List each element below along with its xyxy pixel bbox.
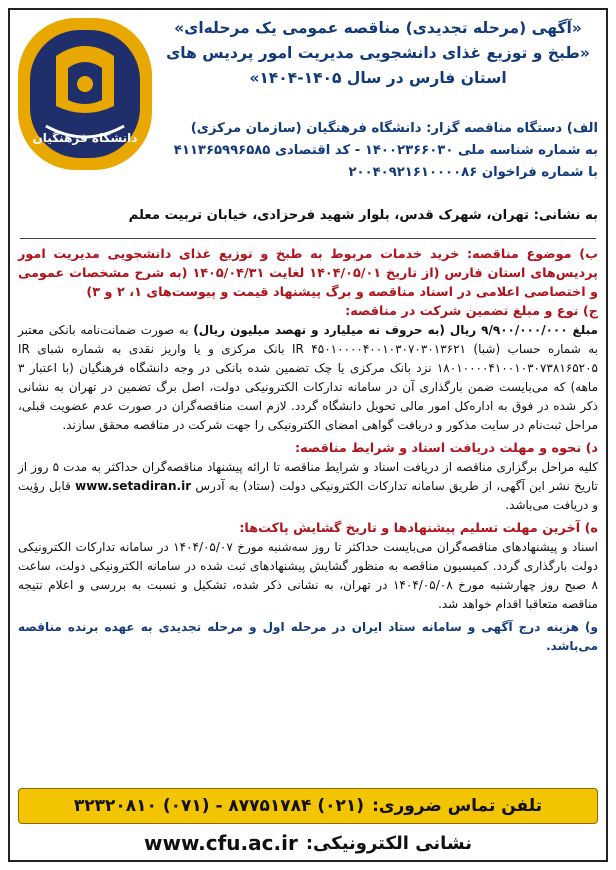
section-b-subject: ب) موضوع مناقصه: خرید خدمات مربوط به طبخ و توزیع غذای دانشجویی مدیریت امور پردیس‌های استان فارس (از تاریخ ۱۴۰۴/۰۵/۰۱ لغایت ۱۴۰۵/۰۴/۳۱ (به شرح مشخصات عمومی و اختصاصی اعلامی در اسناد مناقصه و برگ پیشنهاد قیمت و پیوست‌های ۱، ۲ و ۳) <box>18 247 598 300</box>
section-j-heading: ج) نوع و مبلغ تضمین شرکت در مناقصه: <box>345 304 598 319</box>
tender-organizer <box>158 118 598 184</box>
title-line-2: «طبخ و توزیع غذای دانشجویی مدیریت امور پردیس های <box>166 44 590 62</box>
address-line: به نشانی: تهران، شهرک قدس، بلوار شهید فرحزادی، خیابان تربیت معلم <box>128 208 598 223</box>
website-label: نشانی الکترونیکی: <box>305 832 472 854</box>
title-block <box>158 16 598 91</box>
contact-banner <box>18 788 598 824</box>
contact-numbers[interactable]: (۰۲۱) ۸۷۷۵۱۷۸۴ - (۰۷۱) ۳۲۳۲۰۸۱۰ <box>73 796 365 816</box>
call-number-line: با شماره فراخوان ۲۰۰۴۰۹۲۱۶۱۰۰۰۰۸۶ <box>348 165 598 180</box>
setad-link[interactable]: www.setadiran.ir <box>75 479 192 493</box>
title-line-3: استان فارس در سال ۱۴۰۵-۱۴۰۴» <box>249 69 507 87</box>
website-link[interactable]: www.cfu.ac.ir <box>144 831 298 855</box>
tender-body <box>10 238 606 778</box>
header <box>10 10 606 238</box>
section-d-text: کلیه مراحل برگزاری مناقصه از دریافت اسناد و شرایط مناقصه تا ارائه پیشنهاد مناقصه‌گران حداکثر به مدت ۵ روز از تاریخ نشر این آگهی، از طریق سامانه تدارکات الکترونیکی دولت (ستاد) به آدرس <box>18 460 599 493</box>
title-line-1: «آگهی (مرحله تجدیدی) مناقصه عمومی یک مرحله‌ای» <box>174 19 582 37</box>
website-footer <box>18 828 598 858</box>
national-id-line: به شماره شناسه ملی ۱۴۰۰۲۳۶۶۰۳۰ - کد اقتصادی ۴۱۱۳۶۵۹۹۶۵۸۵ <box>173 143 598 158</box>
contact-label: تلفن تماس ضروری: <box>372 796 543 816</box>
organizer-line: الف) دستگاه مناقصه گزار: دانشگاه فرهنگیان (سازمان مرکزی) <box>190 121 598 136</box>
university-logo <box>16 16 154 172</box>
announcement-frame <box>8 8 608 862</box>
guarantee-details: به صورت ضمانت‌نامه بانکی معتبر به شماره حساب (شبا) IR ۴۵۰۱۰۰۰۰۴۰۰۱۰۳۰۷۰۳۰۱۳۶۲۱ بانک مرکزی و یا واریز نقدی به شماره شبای IR ۱۸۰۱۰۰۰۰۴۱۰۰۱۰۳۰۷۳۸۱۶۵۲۰۵ نزد بانک مرکزی یا چک تضمین شده بانکی در وجه دانشگاه فرهنگیان (با اعتبار ۳ ماهه) که می‌بایست ضمن بارگذاری آن در سامانه تدارکات الکترونیکی دولت، اصل برگ تضمین در تهران به نشانی ذکر شده در فوق به اداره‌کل امور مالی تحویل دانشگاه گردد. لازم است مناقصه‌گران در صورت عدم عضویت قبلی، مراحل ثبت‌نام در سایت مذکور و دریافت گواهی امضای الکترونیکی را جهت شرکت در مناقصه محقق سازند. <box>18 323 598 432</box>
logo-caption: دانشگاه فرهنگیان <box>32 131 138 145</box>
logo-emblem-icon <box>16 16 154 172</box>
guarantee-amount: مبلغ ۹/۹۰۰/۰۰۰/۰۰۰ ریال (به حروف نه میلیارد و نهصد میلیون ریال) <box>193 323 598 337</box>
section-d-heading: د) نحوه و مهلت دریافت اسناد و شرایط مناقصه: <box>294 441 598 456</box>
section-h-body: اسناد و پیشنهادهای مناقصه‌گران می‌بایست حداکثر تا روز سه‌شنبه مورخ ۱۴۰۴/۰۵/۰۷ در سامانه تدارکات الکترونیکی دولت بارگذاری گردد. کمیسیون مناقصه به منظور گشایش پیشنهادهای ثبت شده در سامانه الکترونیکی دولت، ساعت ۸ صبح روز چهارشنبه مورخ ۱۴۰۴/۰۵/۰۸ در تهران، به نشانی ذکر شده، تشکیل و نسبت به بررسی و اعلام نتیجه مناقصه متعاقبا اقدام خواهد شد. <box>18 540 598 611</box>
divider <box>20 238 596 239</box>
section-d-body <box>18 458 598 515</box>
section-d-tail: قابل رؤیت و دریافت می‌باشد. <box>18 479 598 512</box>
section-v-cost-note: و) هزینه درج آگهی و سامانه ستاد ایران در مرحله اول و مرحله تجدیدی به عهده برنده مناقصه می‌باشد. <box>18 620 598 653</box>
section-h-heading: ه) آخرین مهلت تسلیم پیشنهادها و تاریخ گشایش پاکت‌ها: <box>239 521 598 536</box>
section-j-body <box>18 321 598 435</box>
